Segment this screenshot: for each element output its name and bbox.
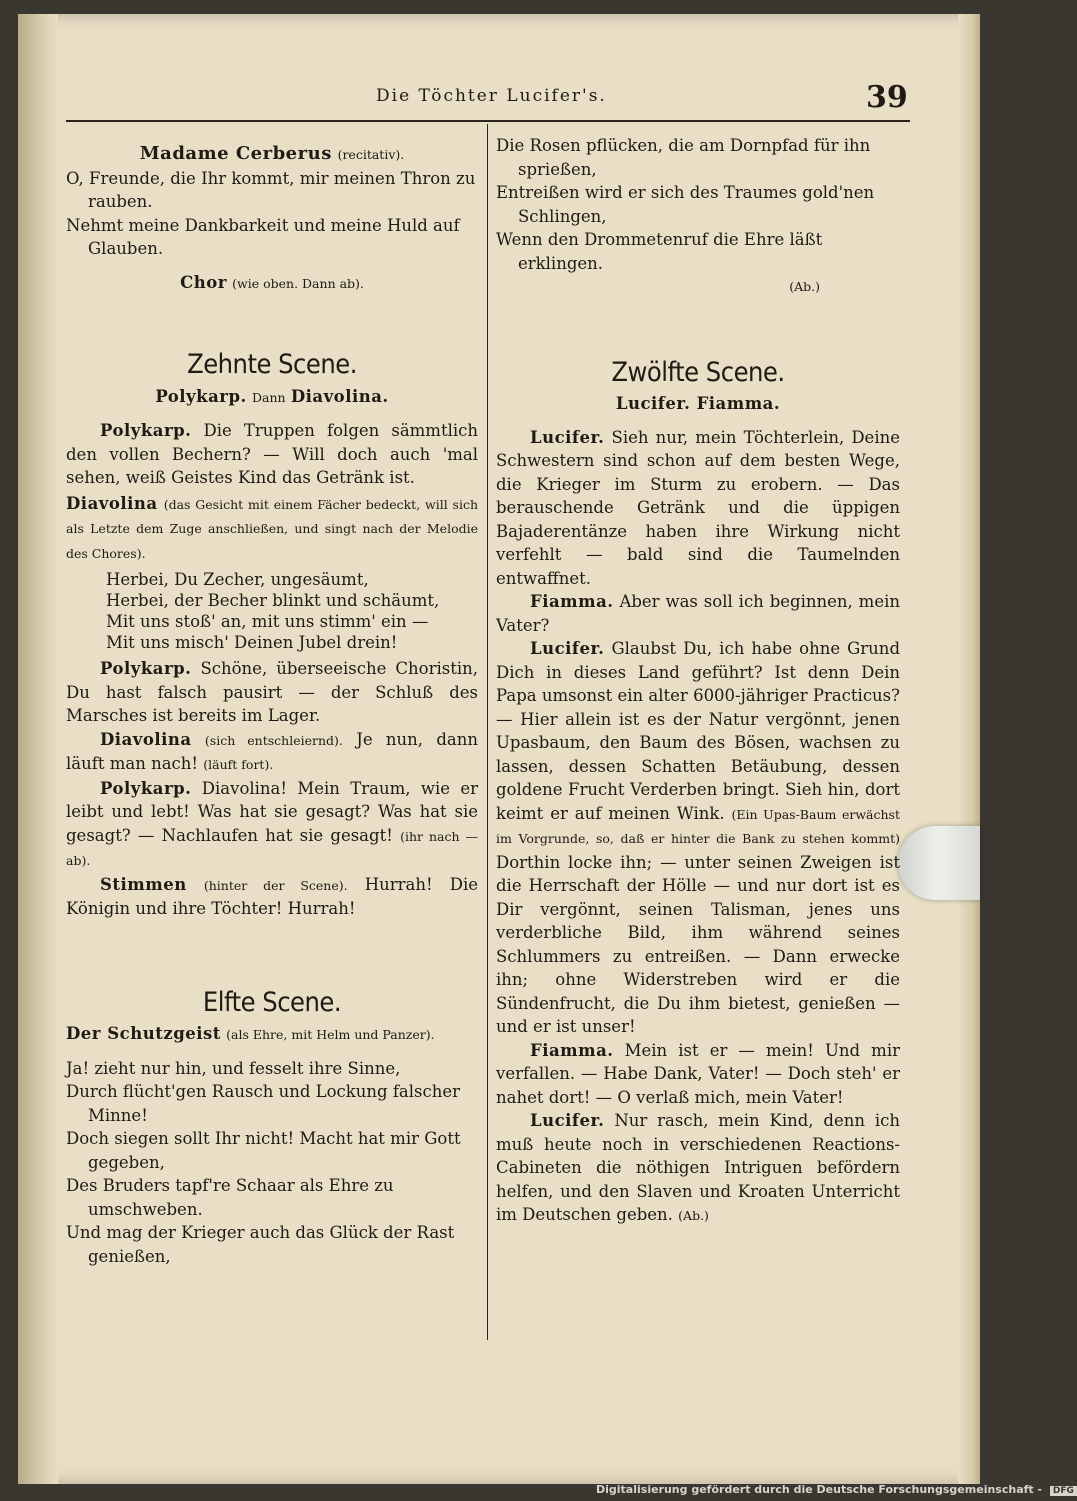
scene-title: Zehnte Scene. (187, 349, 357, 380)
page-number: 39 (866, 80, 908, 115)
scene-title: Elfte Scene. (202, 986, 342, 1018)
running-title: Die Töchter Lucifer's. (376, 86, 607, 106)
speaker-name: Polykarp. (100, 659, 192, 678)
stage-direction: (sich entschleiernd). (204, 732, 343, 748)
verse-line: Mit uns stoß' an, mit uns stimm' ein — (106, 612, 429, 631)
page-edge (958, 14, 980, 1484)
speech (66, 728, 478, 777)
speech-text: Hurrah! Die Königin und ihre Töchter! Hurrah! (66, 874, 479, 918)
speech (66, 777, 478, 873)
speech-heading (66, 142, 478, 167)
speech (496, 637, 900, 1039)
verse-line: Durch flücht'gen Rausch und Lockung falscher Minne! (66, 1082, 461, 1125)
stage-direction: (läuft fort). (203, 757, 274, 772)
scene-cast (66, 385, 478, 410)
stage-direction: (als Ehre, mit Helm und Panzer). (226, 1027, 435, 1042)
verse-line: O, Freunde, die Ihr kommt, mir meinen Thron zu rauben. (66, 168, 476, 211)
verse-line: Doch siegen sollt Ihr nicht! Macht hat mir Gott gegeben, (66, 1129, 461, 1172)
speaker-name: Fiamma. (530, 1040, 614, 1060)
verse-line: Des Bruders tapf're Schaar als Ehre zu umschweben. (66, 1176, 394, 1219)
verse-line: Herbei, der Becher blinkt und schäumt, (106, 591, 440, 610)
song-verse (66, 569, 478, 653)
speech (66, 657, 478, 728)
speech-text: Diavolina! Mein Traum, wie er leibt und lebt! Was hat sie gesagt? Was hat sie gesagt? — Nachlaufen hat sie gesagt! (66, 778, 478, 845)
left-column (66, 134, 478, 1268)
verse-block (66, 1057, 478, 1269)
column-divider (487, 124, 488, 1340)
header-rule (66, 120, 910, 122)
exit-direction: (Ab.) (789, 279, 820, 294)
verse-line: Herbei, Du Zecher, ungesäumt, (106, 570, 369, 589)
speech-text: Je nun, dann läuft man nach! (66, 729, 478, 773)
speech-text: Aber was soll ich beginnen, mein Vater? (496, 592, 900, 635)
page-flip-tab[interactable] (898, 826, 980, 900)
exit-direction: (Ab.) (678, 1208, 709, 1223)
speaker-name: Chor (180, 272, 227, 292)
cast-connector: Dann (252, 389, 286, 405)
speaker-name: Der Schutzgeist (66, 1024, 221, 1043)
speech-text: Mein ist er — mein! Und mir verfallen. — Habe Dank, Vater! — Doch steh' er nahet dort! — O verlaß mich, mein Vater! (496, 1040, 900, 1107)
speech-heading (66, 271, 478, 296)
stage-direction: (das Gesicht mit einem Fächer bedeckt, will sich als Letzte dem Zuge anschließen, und singt nach der Melodie des Chores). (66, 496, 479, 561)
speaker-name: Polykarp. (100, 421, 192, 440)
speech-text: Dorthin locke ihn; — unter seinen Zweigen ist die Herrschaft der Hölle — und nur dort ist es Dir vergönnt, seinen Talisman, jenes uns verderbliche Bild, ihm während seines Schlummers zu entreißen. — Dann erwecke ihn; ohne Widerstreben wird er die Sündenfrucht, die Du ihm bietest, genießen — und er ist unser! (496, 852, 900, 1036)
scene-title: Zwölfte Scene. (611, 356, 785, 388)
right-column (496, 134, 900, 1228)
speech-text: Sieh nur, mein Töchterlein, Deine Schwestern sind schon auf dem besten Wege, die Krieger im Sturm zu erobern. — Das berauschende Getränk und die üppigen Bajaderentänze haben ihre Wirkung nicht verfehlt — bald sind die Taumelnden entwaffnet. (496, 427, 900, 588)
speech (496, 1109, 900, 1228)
speaker-name: Polykarp. (100, 778, 192, 798)
speaker-name: Lucifer. (530, 427, 605, 447)
cast-name: Diavolina. (290, 386, 389, 406)
speech (66, 873, 478, 921)
verse-line: Nehmt meine Dankbarkeit und meine Huld auf Glauben. (66, 215, 460, 258)
stage-direction: (ihr nach — ab). (66, 828, 478, 868)
speaker-name: Stimmen (100, 874, 187, 894)
stage-direction: (Ein Upas-Baum erwächst im Vorgrunde, so, daß er hinter die Bank zu stehen kommt) (496, 806, 900, 846)
speaker-name: Lucifer. (530, 1111, 605, 1130)
cast-name: Polykarp. (155, 386, 247, 406)
speaker-name: Diavolina (66, 493, 158, 513)
digitization-credit (596, 1483, 1077, 1496)
speaker-name: Madame Cerberus (139, 143, 332, 164)
speech-text: Glaubst Du, ich habe ohne Grund Dich in dieses Land geführt? Ist denn Dein Papa umsonst ein alter 6000-jähriger Practicus? — Hier allein ist es der Natur vergönnt, jenen Upasbaum, den Baum des Bösen, wachsen zu lassen, dessen Schatten Betäubung, dessen goldene Frucht Verderben bringt. Sieh hin, dort keimt er auf meinen Wink. (496, 639, 901, 823)
verse-line: Und mag der Krieger auch das Glück der Rast genießen, (66, 1223, 455, 1266)
speech (66, 419, 478, 490)
credit-text: Digitalisierung gefördert durch die Deutsche Forschungsgemeinschaft - (596, 1483, 1043, 1496)
speech (496, 426, 900, 591)
verse-line: Die Rosen pflücken, die am Dornpfad für ihn sprießen, (496, 136, 871, 179)
speaker-name: Fiamma. (530, 592, 614, 611)
verse-line: Entreißen wird er sich des Traumes gold'nen Schlingen, (496, 183, 875, 226)
speech (496, 1039, 900, 1110)
verse-line: Ja! zieht nur hin, und fesselt ihre Sinne, (66, 1058, 401, 1078)
speech-text: Die Truppen folgen sämmtlich den vollen Bechern? — Will doch auch 'mal sehen, weiß Geistes Kind das Getränk ist. (66, 421, 479, 487)
speaker-name: Lucifer. (530, 639, 605, 658)
stage-direction: (recitativ). (337, 147, 405, 162)
verse-line: Mit uns misch' Deinen Jubel drein! (106, 633, 398, 652)
verse-line: Wenn den Drommetenruf die Ehre läßt erklingen. (496, 230, 823, 273)
speech (496, 590, 900, 637)
speech-text: Schöne, überseeische Choristin, Du hast falsch pausirt — der Schluß des Marsches ist bereits im Lager. (66, 659, 479, 725)
stage-direction: (hinter der Scene). (203, 877, 348, 893)
page-gutter (18, 14, 58, 1484)
speech-text: Nur rasch, mein Kind, denn ich muß heute noch in verschiedenen Reactions-Cabineten die nöthigen Intriguen befördern helfen, und den Slaven und Kroaten Unterricht im Deutschen geben. (496, 1111, 900, 1224)
stage-direction: (wie oben. Dann ab). (232, 275, 364, 291)
speech (66, 492, 478, 566)
scene-cast: Lucifer. Fiamma. (615, 394, 781, 413)
speaker-name: Diavolina (100, 729, 192, 749)
dfg-logo[interactable]: DFG (1050, 1486, 1077, 1496)
speech-heading (66, 1022, 478, 1047)
